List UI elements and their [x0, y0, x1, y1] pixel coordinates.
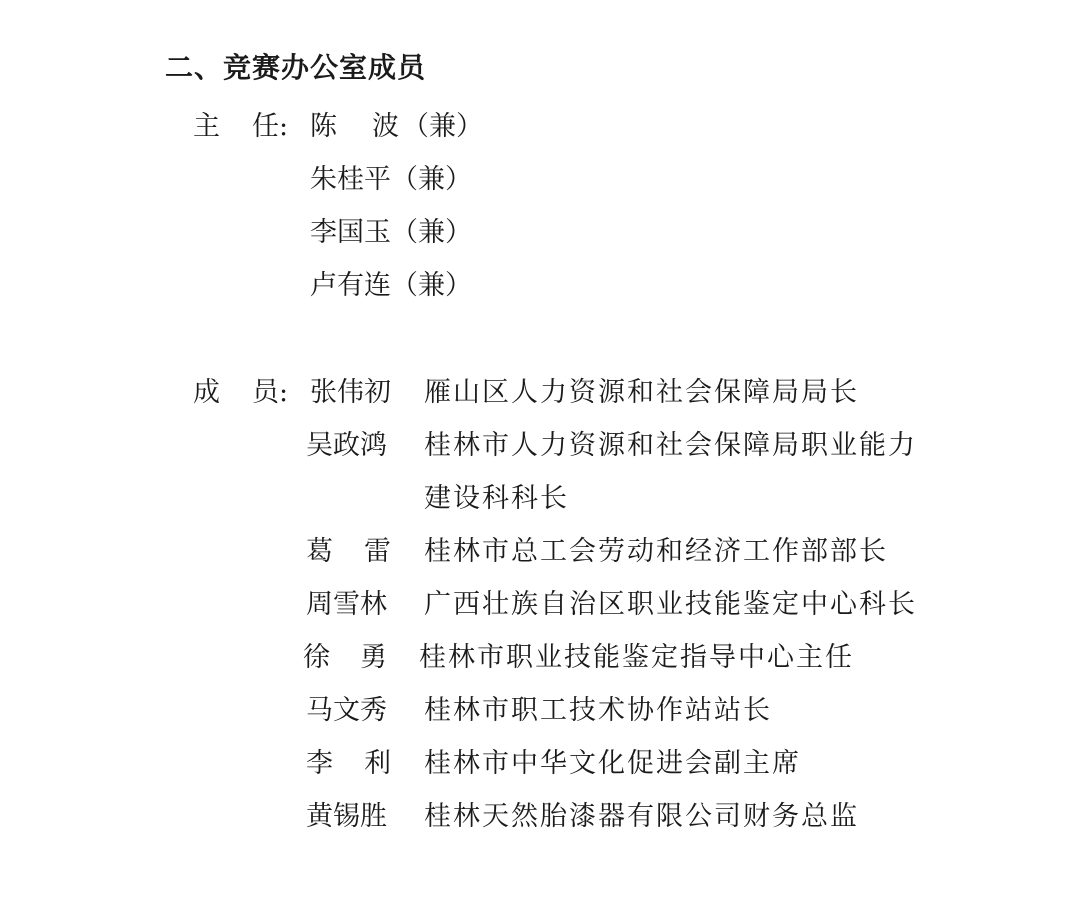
director-entry: 卢有连（兼）: [310, 270, 472, 301]
director-label-char-2: 任:: [252, 111, 289, 142]
member-name-part-2: 利: [364, 748, 391, 779]
member-name: 张伟初: [310, 377, 391, 408]
member-title: 桂林市职工技术协作站站长: [424, 695, 772, 726]
director-name-part-2: 波: [372, 111, 399, 142]
member-title: 雁山区人力资源和社会保障局局长: [424, 377, 859, 408]
member-title: 桂林市职业技能鉴定指导中心主任: [419, 642, 854, 673]
director-entry: 朱桂平（兼）: [310, 164, 472, 195]
director-name-part-1: 陈: [310, 111, 337, 142]
member-title: 桂林市中华文化促进会副主席: [424, 748, 801, 779]
member-name-part-1: 李: [306, 748, 333, 779]
member-title: 桂林市人力资源和社会保障局职业能力: [424, 430, 917, 461]
member-name-part-1: 葛: [306, 536, 333, 567]
member-title-continuation: 建设科科长: [424, 483, 569, 514]
director-entry: 李国玉（兼）: [310, 217, 472, 248]
member-title: 桂林市总工会劳动和经济工作部部长: [424, 536, 888, 567]
member-name-part-2: 勇: [360, 642, 387, 673]
member-title: 广西壮族自治区职业技能鉴定中心科长: [424, 589, 917, 620]
members-label-char-2: 员:: [252, 377, 289, 408]
section-heading: 二、竞赛办公室成员: [165, 51, 427, 84]
members-label-char-1: 成: [193, 377, 220, 408]
member-name-part-1: 徐: [303, 642, 330, 673]
member-name: 吴政鸿: [306, 430, 387, 461]
member-name: 马文秀: [306, 695, 387, 726]
member-name: 周雪林: [306, 589, 387, 620]
member-title: 桂林天然胎漆器有限公司财务总监: [424, 801, 859, 832]
director-label-char-1: 主: [193, 111, 220, 142]
member-name: 黄锡胜: [306, 801, 387, 832]
member-name-part-2: 雷: [364, 536, 391, 567]
director-note: （兼）: [402, 111, 483, 142]
